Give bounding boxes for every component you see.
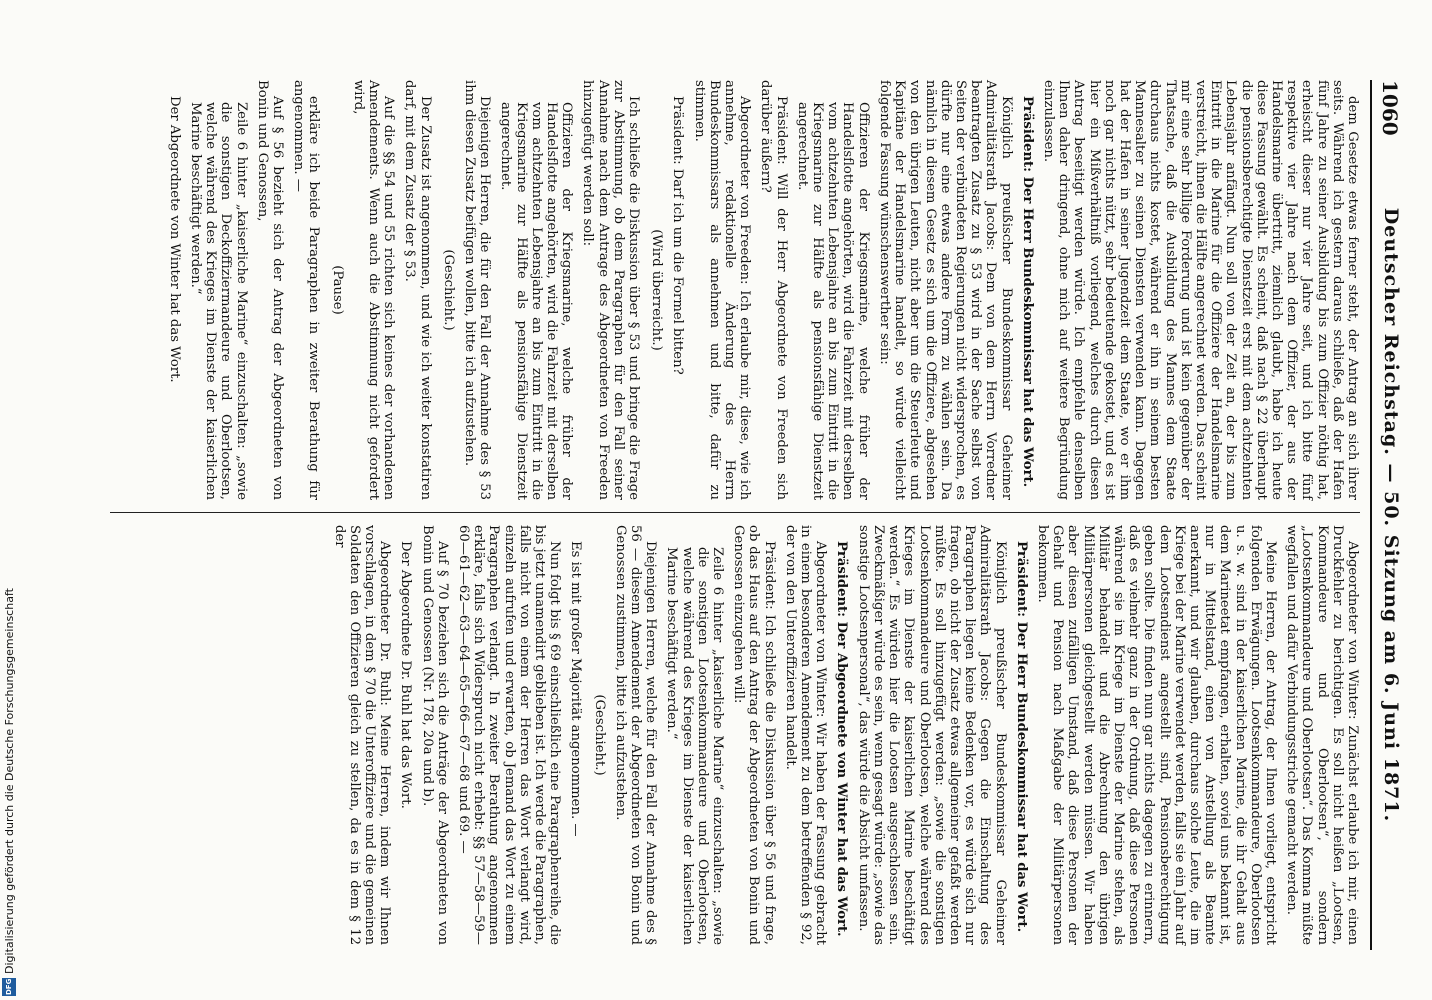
- paragraph: Präsident: Ich schließe die Diskussion über § 56 und frage, ob das Haus auf den Antrag der Abgeordneten von Bonin und Genossen einzugehen will:: [731, 525, 777, 945]
- quote: Zeile 6 hinter „kaiserliche Marine“ einzuschalten: „sowie die sonstigen Lootsenkommandeure und Oberlootsen, welche während des Krieges im Dienste der kaiserlichen Marine beschäftigt werden.“: [664, 547, 726, 945]
- digitization-credit: [0, 0, 18, 1000]
- stage-direction: (Geschieht.): [440, 249, 456, 331]
- paragraph: Meine Herren, der Antrag, der Ihnen vorliegt, entspricht folgenden Erwägungen. Lootsenkommandeure, Oberlootsen u. s. w. sind in der kaiserlichen Marine, die ihr Gehalt aus dem Marineetat empfangen, erhalten, soviel uns bekannt ist, nur in Mittelstand, einen von Anstellung als Beamte anerkannt, und wir glauben, durchaus solche Leute, die im Kriege bei der Marine verwendet werden, falls sie ein Jahr auf dem Lootsendienst angestellt sind, Pensionsberechtigung geben sollte. Die finden nun gar nichts dagegen zu erinnern, daß es vielmehr ganz in der Ordnung, daß diese Personen während sie im Kriege im Dienste der Marine stehen, als Militär behandelt und die Abrechnung den übrigen Militärpersonen gleichgestellt werden müssen. Wir haben aber diesen zufälligen Umstand, daß diese Personen der Gehalt und Pension nach Maßgabe der Militärpersonen bekommen.: [1034, 525, 1278, 945]
- stage-direction: (Wird überreicht.): [649, 229, 665, 351]
- paragraph: Abgeordneter von Winter: Zunächst erlaube ich mir, einen Druckfehler zu berichtigen. Es soll nicht heißen „Lootsen, Kommandeure und Oberlootsen“, sondern „Lootsenkommandeure und Oberlootsen“. Das Komma müßte wegfallen und dafür Verbindungsstriche gemacht werden.: [1284, 525, 1360, 945]
- stage-direction: (Pause): [329, 265, 345, 315]
- page-number: 1060: [1378, 80, 1402, 136]
- paragraph: Auf § 70 beziehen sich die Anträge der Abgeordneten von Bonin und Genossen (Nr. 178, 20a und b).: [419, 525, 450, 945]
- paragraph: Präsident: Der Herr Bundeskommissar hat das Wort.: [1013, 541, 1029, 933]
- page-header: [1370, 80, 1402, 950]
- paragraph: erkläre ich beide Paragraphen in zweiter Berathung für angenommen. —: [291, 80, 322, 500]
- paragraph: Königlich preußischer Bundeskommissar Geheimer Admiralitätsrath Jacobs: Dem von dem Herrn Vorredner beantragten Zusatz zu § 53 wird in der Sache selbst von Seiten der verbündeten Regierungen nicht widersprochen, es dürfte nur eine etwas andere Form zu wählen sein. Da nämlich in diesem Gesetz es sich um die Offiziere, abgesehen von den übrigen Leuten, nicht aber um die Steuerleute und Kapitäne der Handelsmarine handelt, so würde vielleicht folgende Fassung wünschenswerther sein:: [876, 80, 1014, 500]
- right-column: [325, 525, 1360, 945]
- paragraph: Der Abgeordnete von Winter hat das Wort.: [166, 96, 182, 383]
- paragraph: Nun folgt bis § 69 einschließlich eine Paragraphenreihe, die bis jetzt unamendirt geblieben ist. Ich werde die Paragraphen, falls nicht von einem der Herren das Wort verlangt wird, einzeln aufrufen und erwarten, ob Jemand das Wort zu einem Paragraphen verlangt. In zweiter Berathung angenommen erkläre, falls sich Widerspruch nicht erhebt: §§ 57—58—59—60—61—62—63—64—65—66—67—68 und 69. —: [456, 525, 563, 945]
- paragraph: Auf § 56 bezieht sich der Antrag der Abgeordneten von Bonin und Genossen,: [254, 80, 285, 500]
- paragraph: Abgeordneter von Winter: Wir haben der Fassung gebracht in einem besonderen Amendement zu dem betreffenden § 92, der von den Unteroffizieren handelt.: [782, 525, 829, 945]
- paragraph: Präsident: Darf ich um die Formel bitten?: [670, 96, 686, 375]
- quote: Offizieren der Kriegsmarine, welche früher der Handelsflotte angehörten, wird die Fahrzeit mit derselben vom achtzehnten Lebensjahre an bis zum Eintritt in die Kriegsmarine zur Hälfte als pensionsfähige Dienstzeit angerechnet.: [498, 102, 575, 500]
- dfg-logo-icon: DFG: [2, 978, 16, 996]
- quote: Zeile 6 hinter „kaiserliche Marine“ einzuschalten: „sowie die sonstigen Deckoffiziermandeure und Oberlootsen, welche während des Krieges im Dienste der kaiserlichen Marine beschäftigt werden.“: [187, 102, 249, 500]
- stage-direction: (Geschieht.): [591, 694, 607, 776]
- paragraph: Präsident: Der Abgeordnete von Winter hat das Wort.: [834, 541, 850, 937]
- paragraph: Königlich preußischer Bundeskommissar Geheimer Admiralitätsrath Jacobs: Gegen die Einschaltung des Paragraphen liegen keine Bedenken vor, es würde sich nur fragen, ob nicht der Zusatz etwas allgemeiner gefaßt werden müßte. Es soll hinzugefügt werden: „sowie die sonstigen Lootsenkommandeure und Oberlootsen, welche während des Krieges im Dienste der kaiserlichen Marine beschäftigt werden.“ Es würden hier die Lootsen ausgeschlossen sein. Zweckmäßiger würde es sein, wenn gesagt würde: „sowie das sonstige Lootsenpersonal“, das würde die Absicht umfassen.: [855, 525, 1008, 945]
- running-head: Deutscher Reichstag. — 50. Sitzung am 6. Juni 1871.: [1380, 207, 1402, 823]
- paragraph: Ich schließe die Diskussion über § 53 und bringe die Frage zur Abstimmung, ob dem Paragraphen für den Fall seiner Annahme nach dem Antrage des Abgeordneten von Freeden hinzugefügt werden soll:: [580, 80, 642, 500]
- column-divider: [110, 512, 1360, 513]
- paragraph: Der Abgeordnete Dr. Buhl hat das Wort.: [398, 541, 414, 809]
- credit-text: Digitalisierung gefördert durch die Deutsche Forschungsgemeinschaft: [3, 588, 16, 974]
- paragraph: Präsident: Will der Herr Abgeordnete von Freeden sich darüber äußern?: [758, 80, 789, 500]
- paragraph: Der Zusatz ist angenommen, und wie ich weiter konstatiren darf, mit dem Zusatz der § 53.: [402, 80, 433, 500]
- quote: Offizieren der Kriegsmarine, welche früher der Handelsflotte angehörten, wird die Fahrzeit mit derselben vom achtzehnten Lebensjahre an bis zum Eintritt in die Kriegsmarine zur Hälfte als pensionsfähige Dienstzeit angerechnet.: [794, 102, 871, 500]
- paragraph: Abgeordneter Dr. Buhl: Meine Herren, indem wir Ihnen vorschlagen, in dem § 70 die Unteroffiziere und die gemeinen Soldaten den Offizieren gleich zu stellen, da es in dem § 12 der: [331, 525, 393, 945]
- paragraph: Präsident: Der Herr Bundeskommissar hat das Wort.: [1019, 96, 1035, 488]
- paragraph: dem Gesetze etwas ferner steht, der Antrag an sich ihrer seits. Während ich gestern daraus schließe, daß der Hafen fünf Jahre zu seiner Ausbildung bis zum Offizier nöthig hat, erheischt dieser nur vier Jahre seit, und ich bitte fünf respektive vier Jahre nach dem Offizier, der aus der Handelsmarine übertritt, ziemlich glaubt, habe ich heute diese Fassung gewählt. Es scheint, daß nach § 22 überhaupt die pensionsberechtigte Dienstzeit erst mit dem achtzehnten Lebensjahr anfängt. Nun soll von der Zeit an, der bis zum Eintritt in die Marine für die Offiziere der Handelsmarine verstreicht, ihnen die Hälfte angerechnet werden. Das scheint mir eine sehr billige Forderung und ist kein gegenüber der Thatsache, daß die Ausbildung des Mannes dem Staate durchaus nichts kostet, während er ihn in seinem besten Mannesalter zu seinen Diensten verwenden kann. Dagegen hat der Hafen in seiner Jugendzeit dem Staate, wo er ihm noch gar nichts nützt, sehr bedeutende gekostet, und es ist hier ein Mißverhältniß vorliegend, welches durch diesen Antrag beseitigt werden würde. Ich empfehle denselben Ihnen daher dringend, ohne mich auf weitere Begründung einzulassen.: [1040, 80, 1360, 500]
- paragraph: Abgeordneter von Freeden: Ich erlaube mir, diese, wie ich annehme, redaktionelle Änderung des Herrn Bundeskommissars als annehmen und bitte, dafür zu stimmen.: [691, 80, 753, 500]
- paragraph: Diejenigen Herren, die für den Fall der Annahme des § 53 ihm diesen Zusatz beifügen wollen, bitte ich aufzustehen.: [462, 80, 493, 500]
- paragraph: Es ist mit großer Majorität angenommen. —: [568, 541, 584, 837]
- paragraph: Diejenigen Herren, welche für den Fall der Annahme des § 56 — diesem Amendement der Abgeordneten von Bonin und Genossen zustimmen, bitte ich aufzustehen.: [612, 525, 659, 945]
- paragraph: Auf die §§ 54 und 55 richten sich keines der vorhandenen Amendements. Wenn auch die Abstimmung nicht gefordert wird,: [350, 80, 397, 500]
- left-column: [161, 80, 1360, 500]
